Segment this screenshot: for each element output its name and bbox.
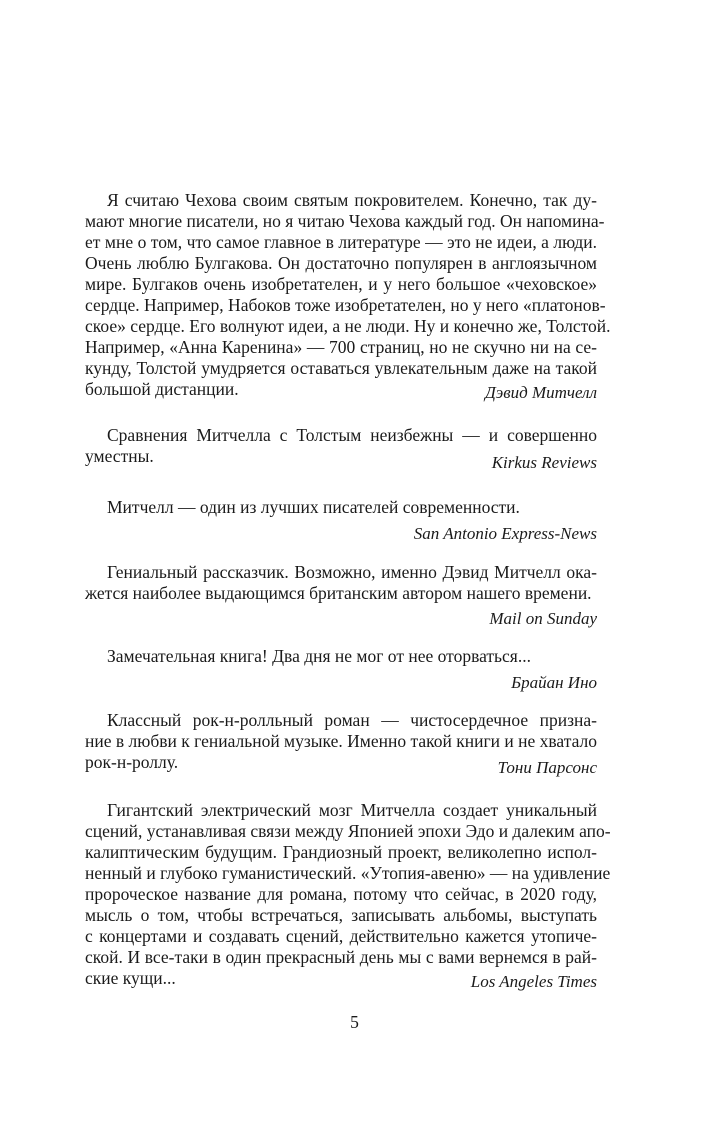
- quote-line: мают многие писатели, но я читаю Чехова каждый год. Он напомина-: [85, 211, 605, 231]
- quote-line: с концертами и создавать сцений, действительно кажется утопиче-: [85, 926, 597, 946]
- quote-line: Например, «Анна Каренина» — 700 страниц, но не скучно ни на се-: [85, 337, 597, 357]
- quote-paragraph: [85, 800, 611, 989]
- quote-line: ненный и глубоко гуманистический. «Утопия-авеню» — на удивление: [85, 863, 611, 883]
- quote-line: Митчелл — один из лучших писателей современности.: [107, 497, 520, 517]
- quote-source: San Antonio Express-News: [413, 524, 597, 543]
- quote-line: калиптическим будущим. Грандиозный проект, великолепно испол-: [85, 842, 597, 862]
- quote-source: Тони Парсонс: [497, 758, 597, 777]
- quote-line: Сравнения Митчелла с Толстым неизбежны — и совершенно: [107, 425, 597, 445]
- quote-line: Классный рок-н-ролльный роман — чистосердечное призна-: [107, 710, 597, 730]
- quote-paragraph: [85, 646, 597, 667]
- quote-line: Гениальный рассказчик. Возможно, именно Дэвид Митчелл ока-: [107, 562, 597, 582]
- quote-line: ет мне о том, что самое главное в литературе — это не идеи, а люди.: [85, 232, 597, 252]
- quote-source: Брайан Ино: [511, 673, 597, 692]
- quote-line: Гигантский электрический мозг Митчелла создает уникальный: [107, 800, 597, 820]
- quote-line: сердце. Например, Набоков тоже изобретателен, но у него «платонов-: [85, 295, 606, 315]
- quote-source: Дэвид Митчелл: [484, 383, 597, 402]
- quote-line: Очень люблю Булгакова. Он достаточно популярен в англоязычном: [85, 253, 597, 273]
- quote-source: Los Angeles Times: [470, 972, 597, 991]
- quote-line: пророческое название для романа, потому что сейчас, в 2020 году,: [85, 884, 597, 904]
- quote-line: уместны.: [85, 446, 154, 466]
- quote-line: мире. Булгаков очень изобретателен, и у него большое «чеховское»: [85, 274, 597, 294]
- quote-line: кунду, Толстой умудряется оставаться увлекательным даже на такой: [85, 358, 597, 378]
- quote-paragraph: [85, 190, 611, 400]
- quote-line: жется наиболее выдающимся британским автором нашего времени.: [85, 583, 592, 603]
- quote-line: сцений, устанавливая связи между Японией эпохи Эдо и далеким апо-: [85, 821, 611, 841]
- quote-line: Я считаю Чехова своим святым покровителем. Конечно, так ду-: [107, 190, 597, 210]
- page-number: 5: [350, 1012, 359, 1032]
- quote-line: большой дистанции.: [85, 379, 239, 399]
- quote-line: мысль о том, чтобы встречаться, записывать альбомы, выступать: [85, 905, 597, 925]
- quote-line: ской. И все-таки в один прекрасный день мы с вами вернемся в рай-: [85, 947, 597, 967]
- quote-paragraph: [85, 497, 597, 518]
- quote-line: рок-н-роллу.: [85, 752, 179, 772]
- quote-paragraph: [85, 562, 597, 604]
- quote-line: ние в любви к гениальной музыке. Именно такой книги и не хватало: [85, 731, 597, 751]
- quote-line: ские кущи...: [85, 968, 176, 988]
- quote-line: Замечательная книга! Два дня не мог от нее оторваться...: [107, 646, 531, 666]
- quote-source: Kirkus Reviews: [491, 453, 597, 472]
- quote-source: Mail on Sunday: [489, 609, 597, 628]
- quote-line: ское» сердце. Его волнуют идеи, а не люди. Ну и конечно же, Толстой.: [85, 316, 611, 336]
